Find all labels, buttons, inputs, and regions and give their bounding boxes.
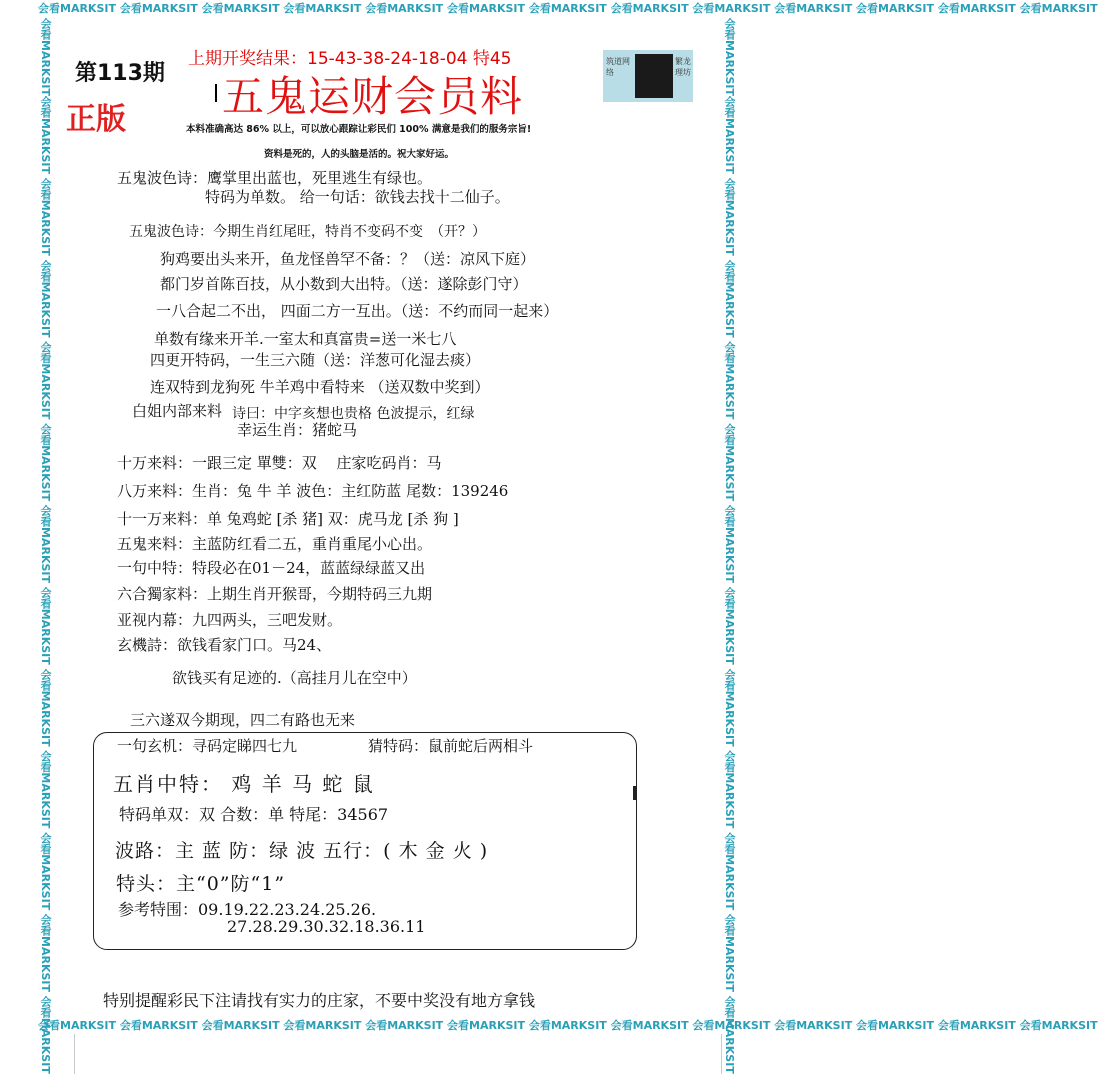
slogan-luck: 资料是死的，人的头脑是活的。祝大家好运。 [264, 149, 455, 160]
item-exclusive: 六合獨家料：上期生肖开猴哥，今期特码三九期 [117, 585, 433, 603]
border-right-pattern: 会看MARKSIT 会看MARKSIT 会看MARKSIT 会看MARKSIT 会看MARKSIT 会看MARKSIT 会看MARKSIT 会看MARKSIT 会看MARKSIT 会看MARKSIT 会看MARKSIT 会看MARKSIT 会看MARKSIT [723, 18, 736, 1074]
insider-zodiac: 幸运生肖：猪蛇马 [237, 421, 358, 439]
title-divider [215, 84, 217, 102]
poem2-line: 连双特到龙狗死 牛羊鸡中看特来 （送双数中奖到） [150, 378, 490, 396]
item-80k: 八万来料：生肖：兔 牛 羊 波色：主红防蓝 尾数：139246 [117, 482, 509, 500]
box-odd-even: 特码单双：双 合数：单 特尾：34567 [119, 805, 389, 824]
box-guess: 猜特码：鼠前蛇后两相斗 [368, 737, 534, 755]
item-one-phrase: 一句中特：特段必在01－24，蓝蓝绿绿蓝又出 [117, 559, 426, 577]
page-bottom-margin [74, 1034, 722, 1074]
item-110k: 十一万来料：单 兔鸡蛇 [杀 猪] 双：虎马龙 [杀 狗 ] [117, 510, 459, 528]
box-ref-line2: 27.28.29.30.32.18.36.11 [227, 917, 426, 936]
border-top-pattern: 会看MARKSIT 会看MARKSIT 会看MARKSIT 会看MARKSIT 会看MARKSIT 会看MARKSIT 会看MARKSIT 会看MARKSIT 会看MARKSIT 会看MARKSIT 会看MARKSIT 会看MARKSIT 会看MARKSIT [38, 2, 1098, 15]
poem2-line: 五鬼波色诗：今期生肖红尾旺，特肖不变码不变 （开？） [129, 224, 486, 240]
item-three-six: 三六遂双今期现，四二有路也无来 [130, 711, 356, 729]
insider-label: 白姐内部来料 [132, 402, 223, 420]
insider-poem: 诗曰：中字亥想也贵格 色波提示，红绿 [232, 406, 475, 422]
border-repeat-left: 会看MARKSIT [39, 18, 52, 96]
box-head: 特头：主“0”防“1” [116, 873, 286, 895]
box-wave: 波路：主 蓝 防：绿 波 五行：( 木 金 火 ) [115, 840, 489, 862]
poem2-line: 单数有缘来开羊.一室太和真富贵=送一米七八 [154, 330, 457, 348]
poem2-line: 狗鸡要出头来开，鱼龙怪兽罕不备：？（送：凉风下庭） [160, 250, 536, 268]
item-mystic-poem: 玄機詩：欲钱看家门口。马24、 [117, 636, 332, 654]
poem1-line1: 五鬼波色诗：鹰掌里出蓝也，死里逃生有绿也。 [117, 169, 433, 187]
item-five-ghost: 五鬼来料：主蓝防红看二五，重肖重尾小心出。 [117, 535, 433, 553]
slogan-accuracy: 本料准确高达 86% 以上，可以放心跟踪让彩民们 100% 满意是我们的服务宗旨! [186, 124, 532, 135]
border-repeat: 会看MARKSIT [38, 2, 116, 15]
qr-right-text: 繁龙理坊 [675, 57, 691, 77]
poem1-line2: 特码为单数。 给一句话：欲钱去找十二仙子。 [205, 188, 510, 206]
page-title: 五鬼运财会员料 [222, 72, 524, 121]
border-repeat-right: 会看MARKSIT [723, 18, 736, 96]
item-100k: 十万来料：一跟三定 單雙：双 庄家吃码肖：马 [117, 454, 442, 472]
box-riddle: 一句玄机：寻码定睇四七九 [117, 737, 298, 755]
border-left-pattern: 会看MARKSIT 会看MARKSIT 会看MARKSIT 会看MARKSIT 会看MARKSIT 会看MARKSIT 会看MARKSIT 会看MARKSIT 会看MARKSIT 会看MARKSIT 会看MARKSIT 会看MARKSIT 会看MARKSIT [39, 18, 52, 1074]
qr-code-image [603, 50, 693, 102]
qr-left-text: 筑道网络 [606, 57, 630, 77]
poem2-line: 一八合起二不出， 四面二方一互出。（送：不约而同一起来） [156, 302, 559, 320]
edition-label: 正版 [66, 102, 126, 137]
border-bottom-pattern: 会看MARKSIT 会看MARKSIT 会看MARKSIT 会看MARKSIT 会看MARKSIT 会看MARKSIT 会看MARKSIT 会看MARKSIT 会看MARKSIT 会看MARKSIT 会看MARKSIT 会看MARKSIT 会看MARKSIT [38, 1019, 1098, 1032]
footer-reminder: 特别提醒彩民下注请找有实力的庄家，不要中奖没有地方拿钱 [103, 991, 536, 1010]
box-edge-mark [633, 786, 637, 800]
poem2-line: 都门岁首陈百技，从小数到大出特。（送：遂除彭门守） [160, 275, 528, 293]
border-repeat: 会看MARKSIT [38, 1019, 116, 1032]
poem2-line: 四更开特码，一生三六随（送：洋葱可化湿去痰） [150, 351, 481, 369]
item-footprint: 欲钱买有足迹的.（高挂月儿在空中） [172, 669, 417, 687]
item-atv: 亚视内幕：九四两头，三吧发财。 [117, 611, 343, 629]
box-ref-line1: 参考特围：09.19.22.23.24.25.26. [118, 900, 377, 919]
last-result: 上期开奖结果：15-43-38-24-18-04 特45 [188, 49, 512, 69]
qr-code-icon [635, 54, 673, 98]
issue-number: 第113期 [75, 61, 165, 86]
box-five-zodiac: 五肖中特： 鸡 羊 马 蛇 鼠 [113, 772, 375, 796]
